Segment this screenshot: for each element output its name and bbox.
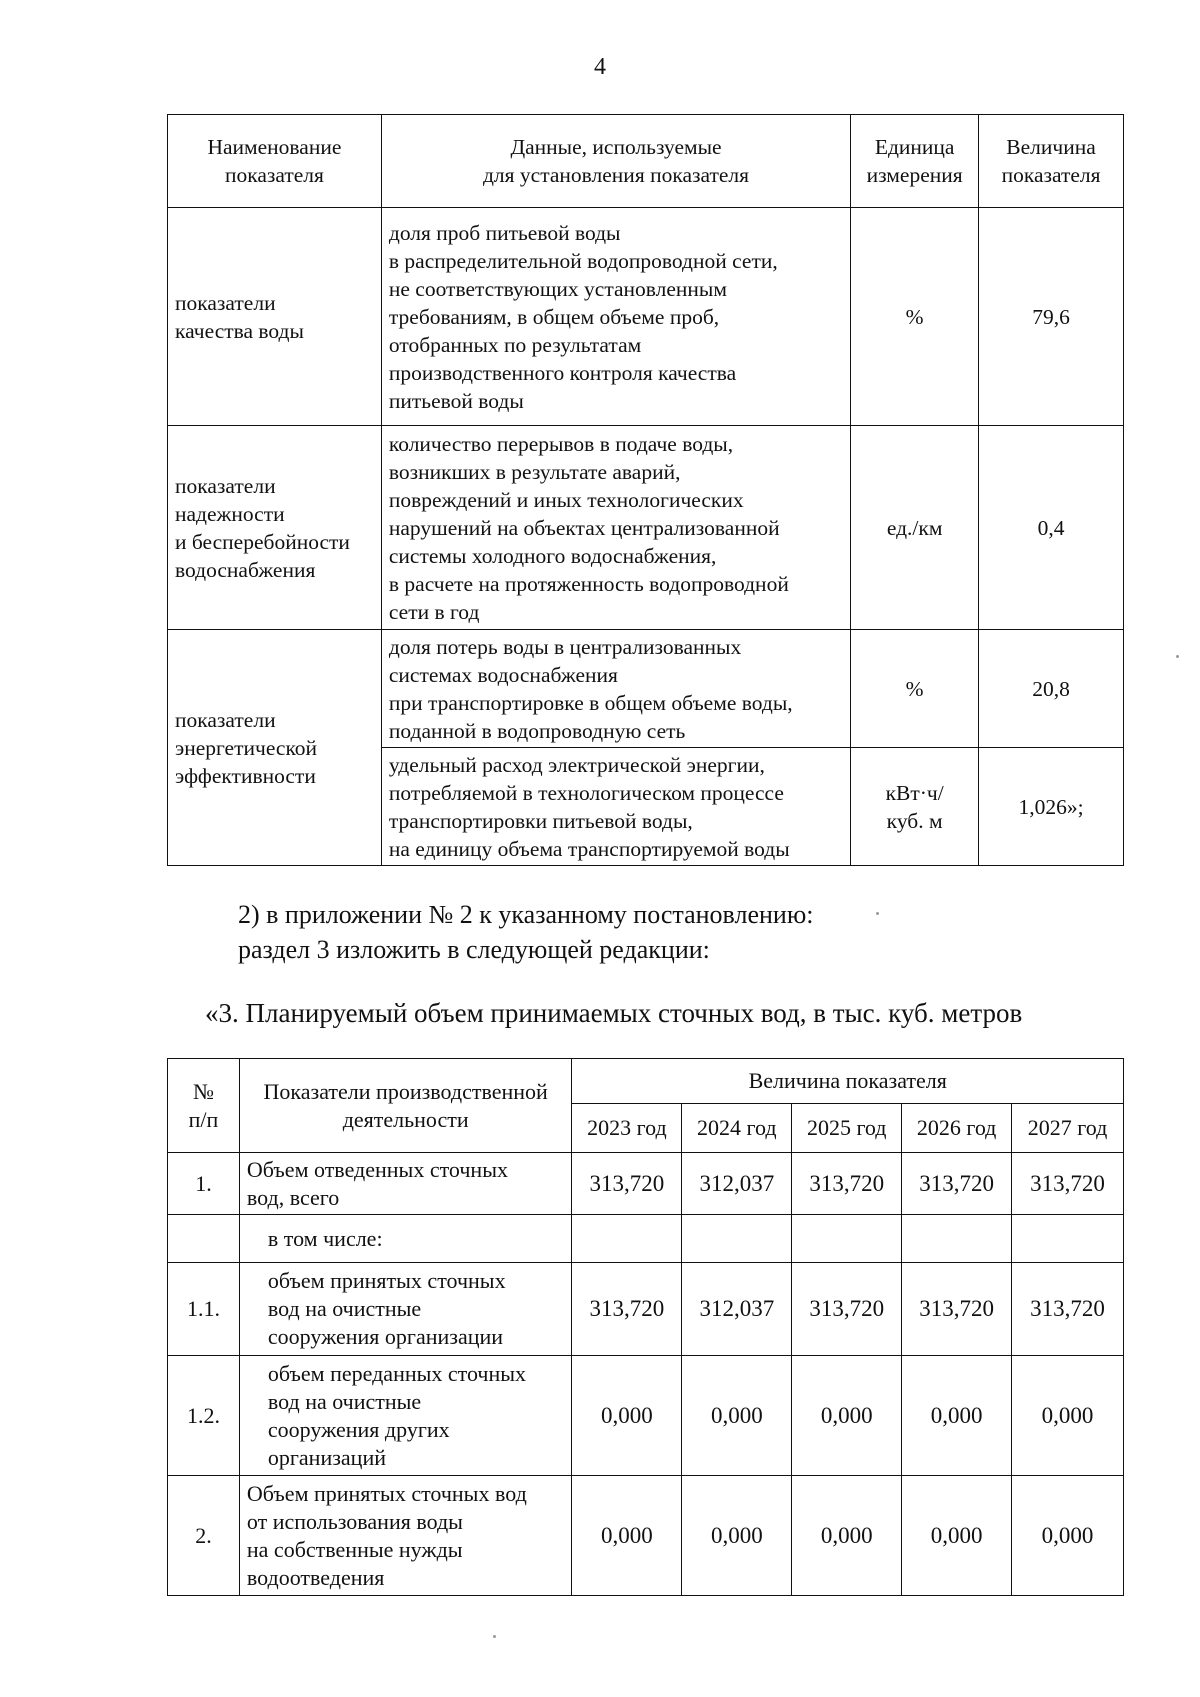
table-row: [168, 426, 1124, 630]
table-row: [168, 208, 1124, 426]
indicator-unit-cell: %: [851, 208, 979, 426]
value-cell: 312,037: [682, 1153, 792, 1215]
indicator-value-cell: 1,026»;: [979, 748, 1124, 866]
indicators-table-header: [168, 115, 1124, 208]
table-row: [168, 1263, 1124, 1356]
table-row: [168, 1356, 1124, 1476]
indicator-value-cell: 20,8: [979, 630, 1124, 748]
scan-speck: [876, 912, 879, 915]
header-unit: Единица измерения: [851, 115, 979, 208]
value-cell: 313,720: [902, 1153, 1012, 1215]
indicator-unit-cell: ед./км: [851, 426, 979, 630]
table-row: [168, 1215, 1124, 1263]
table-row: [168, 1153, 1124, 1215]
page-number: 4: [594, 54, 606, 80]
value-cell: 0,000: [792, 1356, 902, 1476]
indicator-data-cell: удельный расход электрической энергии, потребляемой в технологическом процессе транспортировки питьевой воды, на единицу объема транспортируемой воды: [381, 748, 850, 866]
header-year: 2027 год: [1012, 1104, 1124, 1153]
row-number: 1.2.: [168, 1356, 240, 1476]
section-heading: «3. Планируемый объем принимаемых сточных вод, в тыс. куб. метров: [205, 998, 1023, 1028]
indicator-cell: объем переданных сточных вод на очистные сооружения других организаций: [239, 1356, 572, 1476]
indicator-cell: в том числе:: [239, 1215, 572, 1263]
header-year: 2025 год: [792, 1104, 902, 1153]
value-cell: 0,000: [792, 1476, 902, 1596]
value-cell: 0,000: [682, 1356, 792, 1476]
header-value-group: Величина показателя: [572, 1059, 1124, 1104]
paragraph-line-2: раздел 3 изложить в следующей редакции:: [238, 935, 710, 964]
header-year: 2024 год: [682, 1104, 792, 1153]
table-row: [168, 1476, 1124, 1596]
indicator-unit-cell: кВт·ч/ куб. м: [851, 748, 979, 866]
table-row: [168, 630, 1124, 748]
indicator-name-cell: показатели надежности и бесперебойности водоснабжения: [168, 426, 382, 630]
value-cell: 313,720: [902, 1263, 1012, 1356]
value-cell: 313,720: [792, 1153, 902, 1215]
wastewater-table-header: [168, 1059, 1124, 1104]
scan-speck: [1176, 655, 1179, 658]
value-cell: [902, 1215, 1012, 1263]
indicator-data-cell: доля потерь воды в централизованных системах водоснабжения при транспортировке в общем объеме воды, поданной в водопроводную сеть: [381, 630, 850, 748]
indicator-cell: объем принятых сточных вод на очистные сооружения организации: [239, 1263, 572, 1356]
indicator-name-cell: показатели энергетической эффективности: [168, 630, 382, 866]
value-cell: 0,000: [1012, 1476, 1124, 1596]
row-number: 1.1.: [168, 1263, 240, 1356]
value-cell: 313,720: [1012, 1153, 1124, 1215]
header-indicators: Показатели производственной деятельности: [239, 1059, 572, 1153]
header-year: 2023 год: [572, 1104, 682, 1153]
value-cell: 0,000: [572, 1356, 682, 1476]
indicators-table: [167, 114, 1124, 866]
value-cell: 0,000: [572, 1476, 682, 1596]
value-cell: 313,720: [1012, 1263, 1124, 1356]
indicator-cell: Объем принятых сточных вод от использования воды на собственные нужды водоотведения: [239, 1476, 572, 1596]
indicator-unit-cell: %: [851, 630, 979, 748]
row-number: 2.: [168, 1476, 240, 1596]
value-cell: 0,000: [902, 1476, 1012, 1596]
header-row-number: № п/п: [168, 1059, 240, 1153]
header-year: 2026 год: [902, 1104, 1012, 1153]
header-data-used: Данные, используемые для установления показателя: [381, 115, 850, 208]
value-cell: 0,000: [682, 1476, 792, 1596]
row-number: 1.: [168, 1153, 240, 1215]
wastewater-table: [167, 1058, 1124, 1596]
value-cell: 313,720: [792, 1263, 902, 1356]
indicator-value-cell: 0,4: [979, 426, 1124, 630]
header-value: Величина показателя: [979, 115, 1124, 208]
paragraph-line-1: 2) в приложении № 2 к указанному постановлению:: [238, 900, 814, 929]
row-number: [168, 1215, 240, 1263]
indicator-cell: Объем отведенных сточных вод, всего: [239, 1153, 572, 1215]
value-cell: 313,720: [572, 1263, 682, 1356]
indicator-data-cell: доля проб питьевой воды в распределительной водопроводной сети, не соответствующих установленным требованиям, в общем объеме проб, отобранных по результатам производственного контроля качества питьевой воды: [381, 208, 850, 426]
value-cell: 0,000: [902, 1356, 1012, 1476]
value-cell: [792, 1215, 902, 1263]
value-cell: [682, 1215, 792, 1263]
value-cell: 312,037: [682, 1263, 792, 1356]
indicator-name-cell: показатели качества воды: [168, 208, 382, 426]
indicator-data-cell: количество перерывов в подаче воды, возникших в результате аварий, повреждений и иных технологических нарушений на объектах централизованной системы холодного водоснабжения, в расчете на протяженность водопроводной сети в год: [381, 426, 850, 630]
value-cell: 0,000: [1012, 1356, 1124, 1476]
value-cell: [572, 1215, 682, 1263]
indicator-value-cell: 79,6: [979, 208, 1124, 426]
scan-speck: [493, 1635, 496, 1638]
value-cell: 313,720: [572, 1153, 682, 1215]
value-cell: [1012, 1215, 1124, 1263]
header-indicator-name: Наименование показателя: [168, 115, 382, 208]
